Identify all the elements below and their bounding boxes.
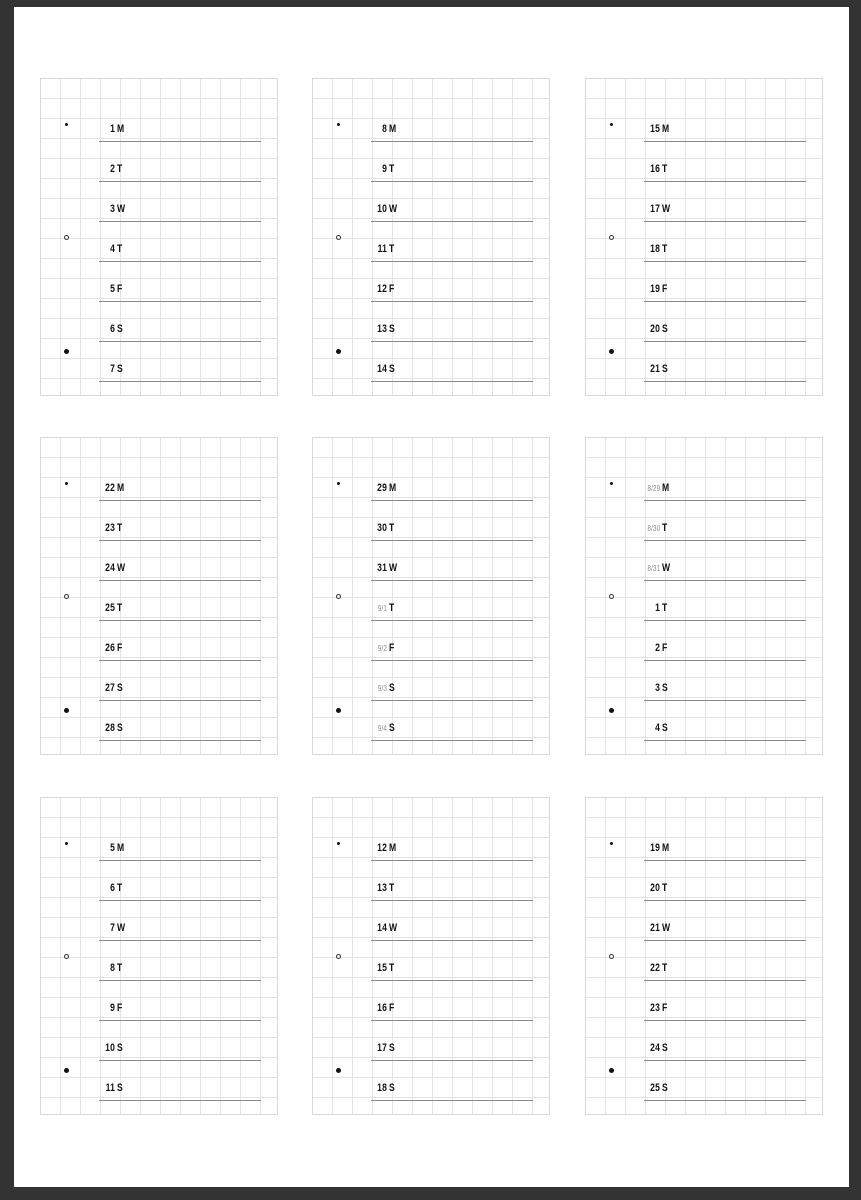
day-row[interactable] <box>644 834 806 861</box>
day-row[interactable] <box>644 1034 806 1061</box>
weekday-letter: F <box>662 283 668 295</box>
day-number: 7 <box>110 363 115 375</box>
weekday-letter: S <box>389 682 395 694</box>
day-number: 3 <box>655 682 660 694</box>
day-number: 7 <box>110 922 115 934</box>
bullet-dot-icon <box>64 594 69 599</box>
weekday-letter: F <box>389 1002 395 1014</box>
day-number: 4 <box>655 722 660 734</box>
weekday-letter: S <box>662 1042 668 1054</box>
weekday-letter: S <box>662 363 668 375</box>
weekday-letter: W <box>117 922 126 934</box>
day-number: 25 <box>105 602 115 614</box>
day-number: 6 <box>110 882 115 894</box>
weekday-letter: F <box>389 642 395 654</box>
day-number: 20 <box>650 882 660 894</box>
bullet-dot-icon <box>336 594 341 599</box>
day-number: 1 <box>110 123 115 135</box>
weekday-letter: F <box>389 283 395 295</box>
week-card <box>40 78 278 396</box>
day-row[interactable] <box>644 195 806 222</box>
weekday-letter: W <box>117 562 126 574</box>
weekday-letter: S <box>117 363 123 375</box>
day-number: 8/31 <box>647 564 661 573</box>
weekday-letter: W <box>662 562 671 574</box>
weekday-letter: W <box>389 562 398 574</box>
day-number: 12 <box>377 842 387 854</box>
day-number: 16 <box>650 163 660 175</box>
bullet-dot-icon <box>64 235 69 240</box>
weekday-letter: F <box>117 1002 123 1014</box>
day-row[interactable] <box>99 954 261 981</box>
day-number: 29 <box>377 482 387 494</box>
day-number: 28 <box>105 722 115 734</box>
day-number: 16 <box>377 1002 387 1014</box>
day-number: 3 <box>110 203 115 215</box>
day-number: 19 <box>650 842 660 854</box>
day-number: 4 <box>110 243 115 255</box>
day-row[interactable] <box>99 914 261 941</box>
weekday-letter: F <box>662 642 668 654</box>
weekday-letter: T <box>662 163 668 175</box>
day-row[interactable] <box>644 874 806 901</box>
day-row[interactable] <box>371 594 533 621</box>
bullet-dot-icon <box>337 482 340 485</box>
day-row[interactable] <box>371 355 533 382</box>
day-number: 9/2 <box>377 644 387 653</box>
day-number: 9/4 <box>377 724 387 733</box>
day-row[interactable] <box>371 674 533 701</box>
day-number: 17 <box>377 1042 387 1054</box>
weekday-letter: T <box>117 962 123 974</box>
day-number: 18 <box>650 243 660 255</box>
day-row[interactable] <box>99 874 261 901</box>
day-number: 9 <box>110 1002 115 1014</box>
day-number: 11 <box>377 243 387 255</box>
bullet-dot-icon <box>65 482 68 485</box>
week-card <box>312 437 550 755</box>
planner-page <box>14 7 849 1187</box>
weekday-letter: M <box>117 123 125 135</box>
bullet-dot-icon <box>610 123 613 126</box>
day-number: 25 <box>650 1082 660 1094</box>
bullet-dot-icon <box>609 954 614 959</box>
weekday-letter: S <box>117 722 123 734</box>
day-number: 8 <box>382 123 387 135</box>
weekday-letter: M <box>389 482 397 494</box>
day-number: 20 <box>650 323 660 335</box>
day-row[interactable] <box>99 235 261 262</box>
day-row[interactable] <box>644 994 806 1021</box>
day-number: 21 <box>650 922 660 934</box>
day-number: 10 <box>105 1042 115 1054</box>
weekday-letter: T <box>389 243 395 255</box>
day-row[interactable] <box>99 634 261 661</box>
day-number: 26 <box>105 642 115 654</box>
day-number: 12 <box>377 283 387 295</box>
day-row[interactable] <box>99 674 261 701</box>
day-row[interactable] <box>371 235 533 262</box>
week-card <box>312 797 550 1115</box>
weekday-letter: M <box>117 482 125 494</box>
bullet-dot-icon <box>610 482 613 485</box>
day-row[interactable] <box>644 315 806 342</box>
weekday-letter: W <box>117 203 126 215</box>
day-row[interactable] <box>99 554 261 581</box>
weekday-letter: S <box>389 1042 395 1054</box>
weekday-letter: F <box>117 642 123 654</box>
day-row[interactable] <box>644 674 806 701</box>
day-row[interactable] <box>371 554 533 581</box>
day-row[interactable] <box>99 315 261 342</box>
weekday-letter: S <box>389 323 395 335</box>
weekday-letter: T <box>389 163 395 175</box>
day-number: 14 <box>377 363 387 375</box>
day-row[interactable] <box>99 834 261 861</box>
day-row[interactable] <box>371 474 533 501</box>
weekday-letter: S <box>662 722 668 734</box>
weekday-letter: T <box>389 962 395 974</box>
day-row[interactable] <box>371 514 533 541</box>
weekday-letter: S <box>389 363 395 375</box>
day-row[interactable] <box>371 994 533 1021</box>
bullet-dot-icon <box>610 842 613 845</box>
day-number: 27 <box>105 682 115 694</box>
day-row[interactable] <box>644 914 806 941</box>
weekday-letter: M <box>662 123 670 135</box>
day-row[interactable] <box>99 514 261 541</box>
day-row[interactable] <box>371 714 533 741</box>
day-number: 13 <box>377 323 387 335</box>
day-number: 31 <box>377 562 387 574</box>
weekday-letter: S <box>662 323 668 335</box>
weekday-letter: S <box>389 722 395 734</box>
week-card <box>585 78 823 396</box>
weekday-letter: F <box>662 1002 668 1014</box>
weekday-letter: S <box>117 1042 123 1054</box>
day-row[interactable] <box>371 634 533 661</box>
bullet-dot-icon <box>609 708 614 713</box>
day-row[interactable] <box>644 355 806 382</box>
bullet-dot-icon <box>64 1068 69 1073</box>
week-card <box>40 797 278 1115</box>
day-number: 14 <box>377 922 387 934</box>
day-number: 5 <box>110 842 115 854</box>
day-number: 6 <box>110 323 115 335</box>
day-number: 17 <box>650 203 660 215</box>
bullet-dot-icon <box>65 842 68 845</box>
day-number: 9/1 <box>377 604 387 613</box>
day-row[interactable] <box>99 275 261 302</box>
bullet-dot-icon <box>64 708 69 713</box>
day-number: 9 <box>382 163 387 175</box>
day-row[interactable] <box>99 714 261 741</box>
day-row[interactable] <box>371 115 533 142</box>
weekday-letter: T <box>117 522 123 534</box>
weekday-letter: T <box>117 243 123 255</box>
day-number: 13 <box>377 882 387 894</box>
day-row[interactable] <box>371 834 533 861</box>
day-number: 2 <box>110 163 115 175</box>
weekday-letter: M <box>389 123 397 135</box>
day-number: 23 <box>105 522 115 534</box>
day-row[interactable] <box>371 155 533 182</box>
weekday-letter: T <box>117 602 123 614</box>
weekday-letter: T <box>389 602 395 614</box>
bullet-dot-icon <box>609 349 614 354</box>
week-card <box>585 797 823 1115</box>
day-row[interactable] <box>644 115 806 142</box>
bullet-dot-icon <box>65 123 68 126</box>
weekday-letter: T <box>389 522 395 534</box>
weekday-letter: T <box>117 163 123 175</box>
weekday-letter: M <box>662 842 670 854</box>
bullet-dot-icon <box>609 235 614 240</box>
weekday-letter: M <box>389 842 397 854</box>
day-number: 21 <box>650 363 660 375</box>
bullet-dot-icon <box>336 1068 341 1073</box>
weekday-letter: W <box>389 922 398 934</box>
day-row[interactable] <box>99 355 261 382</box>
day-row[interactable] <box>644 514 806 541</box>
week-card <box>585 437 823 755</box>
day-row[interactable] <box>99 474 261 501</box>
weekday-letter: W <box>662 922 671 934</box>
day-number: 15 <box>377 962 387 974</box>
weekday-letter: M <box>662 482 670 494</box>
day-row[interactable] <box>371 315 533 342</box>
weekday-letter: T <box>117 882 123 894</box>
day-row[interactable] <box>644 714 806 741</box>
day-number: 30 <box>377 522 387 534</box>
day-row[interactable] <box>99 195 261 222</box>
day-row[interactable] <box>644 554 806 581</box>
week-card <box>40 437 278 755</box>
day-row[interactable] <box>644 155 806 182</box>
day-row[interactable] <box>644 594 806 621</box>
day-number: 8/30 <box>647 524 661 533</box>
weekday-letter: M <box>117 842 125 854</box>
bullet-dot-icon <box>337 123 340 126</box>
day-number: 1 <box>655 602 660 614</box>
weekday-letter: T <box>662 243 668 255</box>
day-number: 11 <box>105 1082 115 1094</box>
day-number: 24 <box>650 1042 660 1054</box>
day-row[interactable] <box>99 1034 261 1061</box>
weekday-letter: S <box>662 1082 668 1094</box>
bullet-dot-icon <box>64 954 69 959</box>
bullet-dot-icon <box>336 954 341 959</box>
weekday-letter: S <box>117 682 123 694</box>
day-row[interactable] <box>99 994 261 1021</box>
weekday-letter: W <box>389 203 398 215</box>
weekday-letter: T <box>662 602 668 614</box>
weekday-letter: T <box>662 882 668 894</box>
day-row[interactable] <box>99 115 261 142</box>
weekday-letter: S <box>117 1082 123 1094</box>
week-card <box>312 78 550 396</box>
day-row[interactable] <box>371 954 533 981</box>
weekday-letter: T <box>389 882 395 894</box>
day-number: 9/3 <box>377 684 387 693</box>
day-row[interactable] <box>644 634 806 661</box>
bullet-dot-icon <box>336 708 341 713</box>
weekday-letter: T <box>662 522 668 534</box>
day-number: 15 <box>650 123 660 135</box>
day-number: 19 <box>650 283 660 295</box>
bullet-dot-icon <box>336 349 341 354</box>
bullet-dot-icon <box>337 842 340 845</box>
day-row[interactable] <box>99 594 261 621</box>
day-number: 23 <box>650 1002 660 1014</box>
day-row[interactable] <box>644 275 806 302</box>
bullet-dot-icon <box>64 349 69 354</box>
day-number: 2 <box>655 642 660 654</box>
day-number: 22 <box>105 482 115 494</box>
day-row[interactable] <box>371 1074 533 1101</box>
weekday-letter: F <box>117 283 123 295</box>
day-row[interactable] <box>99 1074 261 1101</box>
day-number: 8 <box>110 962 115 974</box>
weekday-letter: S <box>389 1082 395 1094</box>
day-number: 22 <box>650 962 660 974</box>
day-row[interactable] <box>644 954 806 981</box>
day-row[interactable] <box>644 474 806 501</box>
bullet-dot-icon <box>336 235 341 240</box>
day-number: 5 <box>110 283 115 295</box>
weekday-letter: T <box>662 962 668 974</box>
weekday-letter: W <box>662 203 671 215</box>
day-row[interactable] <box>371 914 533 941</box>
bullet-dot-icon <box>609 1068 614 1073</box>
day-row[interactable] <box>644 235 806 262</box>
bullet-dot-icon <box>609 594 614 599</box>
weekday-letter: S <box>662 682 668 694</box>
day-row[interactable] <box>371 195 533 222</box>
day-row[interactable] <box>371 1034 533 1061</box>
day-number: 24 <box>105 562 115 574</box>
day-number: 18 <box>377 1082 387 1094</box>
day-row[interactable] <box>644 1074 806 1101</box>
day-row[interactable] <box>371 874 533 901</box>
day-number: 8/29 <box>647 484 661 493</box>
weekday-letter: S <box>117 323 123 335</box>
day-row[interactable] <box>99 155 261 182</box>
day-number: 10 <box>377 203 387 215</box>
day-row[interactable] <box>371 275 533 302</box>
